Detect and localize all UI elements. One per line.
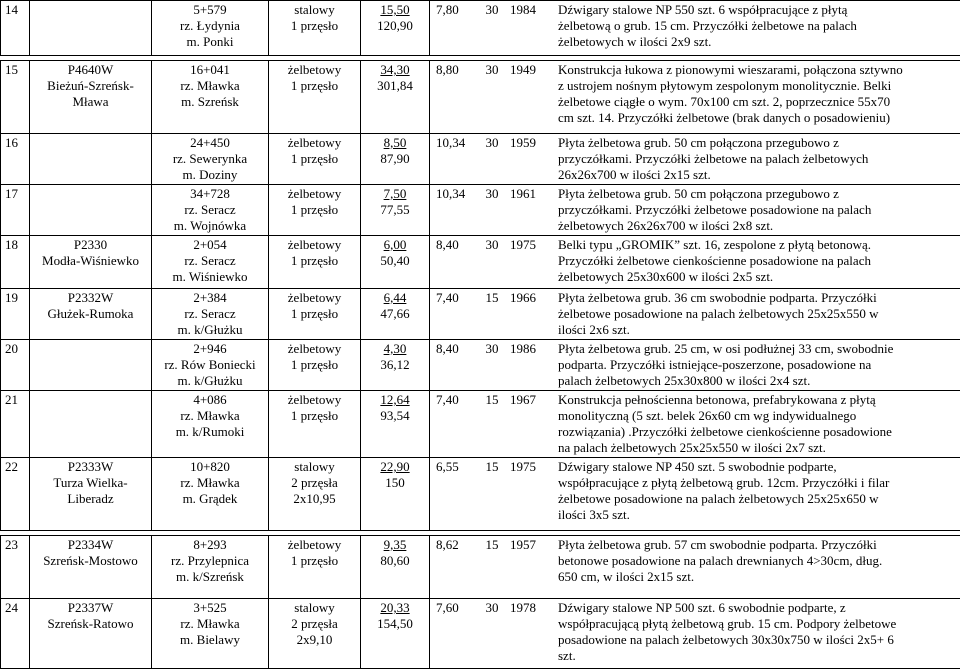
road-text: Szreńsk-Mostowo (33, 553, 148, 569)
total-length: 77,55 (364, 202, 426, 218)
description-text: rozwiązania) .Przyczółki żelbetowe cienkościenne posadowione (436, 424, 957, 440)
deck-width: 8,80 (436, 62, 474, 78)
deck-width: 7,40 (436, 290, 474, 306)
location-cell (152, 391, 269, 458)
location-text: rz. Mławka (155, 616, 265, 632)
description-text: podparta. Przyczółki istniejące-poszerzone, posadowione na (436, 357, 957, 373)
type-text: żelbetowy (272, 392, 357, 408)
description-text: współpracującą płytą żelbetową grub. 15 cm. Podpory żelbetowe (436, 616, 957, 632)
description-text: Płyta żelbetowa grub. 50 cm połączona przegubowo z (558, 186, 839, 201)
description-first-line (436, 237, 957, 253)
location-text: 24+450 (155, 135, 265, 151)
deck-width: 7,60 (436, 600, 474, 616)
location-cell (152, 61, 269, 134)
build-year: 1966 (510, 290, 558, 306)
location-cell (152, 134, 269, 185)
type-text: 1 przęsło (272, 151, 357, 167)
location-text: rz. Seracz (155, 253, 265, 269)
description-text: żelbetową o grub. 15 cm. Przyczółki żelbetowe na palach (436, 18, 957, 34)
deck-width: 8,40 (436, 341, 474, 357)
description-text: szt. (436, 648, 957, 664)
road-text: P2333W (33, 459, 148, 475)
location-text: rz. Seracz (155, 306, 265, 322)
description-cell (430, 340, 960, 391)
description-text: betonowe posadowione na palach drewnianych 4>30cm, dług. (436, 553, 957, 569)
type-text: stalowy (272, 600, 357, 616)
description-cell (430, 391, 960, 458)
span-length: 6,00 (364, 237, 426, 253)
load-class: 30 (474, 62, 510, 78)
span-length: 12,64 (364, 392, 426, 408)
road-cell (30, 61, 152, 134)
type-text: 2x10,95 (272, 491, 357, 507)
type-cell (269, 185, 361, 236)
row-number: 17 (1, 185, 30, 236)
location-text: rz. Przylepnica (155, 553, 265, 569)
description-cell (430, 236, 960, 289)
description-text: ilości 3x5 szt. (436, 507, 957, 523)
total-length: 47,66 (364, 306, 426, 322)
span-length: 6,44 (364, 290, 426, 306)
location-text: m. Grądek (155, 491, 265, 507)
location-text: rz. Mławka (155, 475, 265, 491)
load-class: 30 (474, 341, 510, 357)
length-cell (361, 599, 430, 669)
road-cell (30, 134, 152, 185)
total-length: 301,84 (364, 78, 426, 94)
location-text: 5+579 (155, 2, 265, 18)
table-row (1, 458, 960, 531)
description-first-line (436, 186, 957, 202)
length-cell (361, 340, 430, 391)
type-cell (269, 458, 361, 531)
total-length: 120,90 (364, 18, 426, 34)
location-cell (152, 536, 269, 599)
build-year: 1975 (510, 237, 558, 253)
deck-width: 8,40 (436, 237, 474, 253)
total-length: 50,40 (364, 253, 426, 269)
length-cell (361, 391, 430, 458)
total-length: 87,90 (364, 151, 426, 167)
row-number: 20 (1, 340, 30, 391)
description-text: monolityczną (5 szt. belek 26x60 cm wg indywidualnego (436, 408, 957, 424)
type-text: 1 przęsło (272, 553, 357, 569)
type-text: żelbetowy (272, 135, 357, 151)
deck-width: 8,62 (436, 537, 474, 553)
description-text: żelbetowe posadowione na palach żelbetowych 25x25x550 w (436, 306, 957, 322)
location-cell (152, 185, 269, 236)
build-year: 1961 (510, 186, 558, 202)
type-text: 1 przęsło (272, 18, 357, 34)
row-number: 19 (1, 289, 30, 340)
table-row (1, 289, 960, 340)
build-year: 1967 (510, 392, 558, 408)
location-cell (152, 599, 269, 669)
road-text: Turza Wielka- (33, 475, 148, 491)
description-text: przyczółkami. Przyczółki żelbetowe posadowione na palach (436, 202, 957, 218)
type-text: 1 przęsło (272, 253, 357, 269)
type-text: stalowy (272, 2, 357, 18)
location-cell (152, 236, 269, 289)
type-cell (269, 236, 361, 289)
deck-width: 7,80 (436, 2, 474, 18)
description-text: posadowione na palach żelbetowych 30x30x750 w ilości 2x5+ 6 (436, 632, 957, 648)
description-text: Dźwigary stalowe NP 450 szt. 5 swobodnie podparte, (558, 459, 837, 474)
location-text: m. Bielawy (155, 632, 265, 648)
load-class: 30 (474, 600, 510, 616)
type-cell (269, 340, 361, 391)
build-year: 1957 (510, 537, 558, 553)
location-text: 2+054 (155, 237, 265, 253)
location-text: rz. Mławka (155, 78, 265, 94)
deck-width: 10,34 (436, 186, 474, 202)
type-cell (269, 599, 361, 669)
description-text: Dźwigary stalowe NP 550 szt. 6 współpracujące z płytą (558, 2, 847, 17)
type-text: 1 przęsło (272, 408, 357, 424)
description-text: Konstrukcja łukowa z pionowymi wieszarami, połączona sztywno (558, 62, 903, 77)
description-cell (430, 599, 960, 669)
description-text: na palach żelbetowych 25x25x550 w ilości 2x7 szt. (436, 440, 957, 456)
span-length: 15,50 (364, 2, 426, 18)
description-text: Przyczółki żelbetowe cienkościenne posadowione na palach (436, 253, 957, 269)
description-text: 650 cm, w ilości 2x15 szt. (436, 569, 957, 585)
total-length: 93,54 (364, 408, 426, 424)
table-body (1, 1, 960, 669)
road-text: P2334W (33, 537, 148, 553)
table-row (1, 340, 960, 391)
location-text: m. Szreńsk (155, 94, 265, 110)
road-text: Głużek-Rumoka (33, 306, 148, 322)
load-class: 30 (474, 237, 510, 253)
row-number: 24 (1, 599, 30, 669)
type-cell (269, 61, 361, 134)
description-text: Płyta żelbetowa grub. 25 cm, w osi podłużnej 33 cm, swobodnie (558, 341, 893, 356)
description-first-line (436, 459, 957, 475)
type-text: żelbetowy (272, 237, 357, 253)
type-text: żelbetowy (272, 62, 357, 78)
load-class: 15 (474, 537, 510, 553)
location-cell (152, 1, 269, 56)
type-text: stalowy (272, 459, 357, 475)
table-row (1, 236, 960, 289)
description-first-line (436, 537, 957, 553)
build-year: 1986 (510, 341, 558, 357)
location-text: rz. Łydynia (155, 18, 265, 34)
description-first-line (436, 2, 957, 18)
road-cell (30, 536, 152, 599)
build-year: 1949 (510, 62, 558, 78)
location-text: 2+384 (155, 290, 265, 306)
length-cell (361, 536, 430, 599)
road-text: Mława (33, 94, 148, 110)
location-text: 8+293 (155, 537, 265, 553)
road-text: P2330 (33, 237, 148, 253)
description-text: Dźwigary stalowe NP 500 szt. 6 swobodnie podparte, z (558, 600, 846, 615)
span-length: 9,35 (364, 537, 426, 553)
description-text: 26x26x700 w ilości 2x15 szt. (436, 167, 957, 183)
road-cell (30, 289, 152, 340)
build-year: 1978 (510, 600, 558, 616)
length-cell (361, 134, 430, 185)
road-text: P2332W (33, 290, 148, 306)
length-cell (361, 289, 430, 340)
type-text: żelbetowy (272, 290, 357, 306)
road-text: Modła-Wiśniewko (33, 253, 148, 269)
load-class: 15 (474, 290, 510, 306)
length-cell (361, 61, 430, 134)
location-text: 3+525 (155, 600, 265, 616)
location-text: m. k/Głużku (155, 322, 265, 338)
road-text: Bieżuń-Szreńsk- (33, 78, 148, 94)
span-length: 7,50 (364, 186, 426, 202)
description-text: współpracujące z płytą żelbetową grub. 12cm. Przyczółki i filar (436, 475, 957, 491)
road-cell (30, 340, 152, 391)
description-text: Konstrukcja pełnościenna betonowa, prefabrykowana z płytą (558, 392, 876, 407)
type-cell (269, 134, 361, 185)
location-text: m. Wiśniewko (155, 269, 265, 285)
description-cell (430, 458, 960, 531)
load-class: 15 (474, 392, 510, 408)
description-text: żelbetowych 26x26x700 w ilości 2x8 szt. (436, 218, 957, 234)
length-cell (361, 458, 430, 531)
type-text: 2x9,10 (272, 632, 357, 648)
location-text: m. Wojnówka (155, 218, 265, 234)
location-text: 16+041 (155, 62, 265, 78)
type-text: 2 przęsła (272, 475, 357, 491)
location-text: 4+086 (155, 392, 265, 408)
location-text: 34+728 (155, 186, 265, 202)
span-length: 4,30 (364, 341, 426, 357)
road-cell (30, 599, 152, 669)
location-cell (152, 340, 269, 391)
location-text: rz. Seracz (155, 202, 265, 218)
table-row (1, 599, 960, 669)
road-text: Szreńsk-Ratowo (33, 616, 148, 632)
span-length: 20,33 (364, 600, 426, 616)
description-cell (430, 134, 960, 185)
location-text: m. k/Szreńsk (155, 569, 265, 585)
build-year: 1975 (510, 459, 558, 475)
location-text: m. k/Rumoki (155, 424, 265, 440)
description-text: ilości 2x6 szt. (436, 322, 957, 338)
length-cell (361, 185, 430, 236)
type-text: 1 przęsło (272, 202, 357, 218)
load-class: 15 (474, 459, 510, 475)
length-cell (361, 1, 430, 56)
load-class: 30 (474, 2, 510, 18)
location-text: m. k/Głużku (155, 373, 265, 389)
deck-width: 7,40 (436, 392, 474, 408)
type-text: żelbetowy (272, 341, 357, 357)
load-class: 30 (474, 135, 510, 151)
span-length: 8,50 (364, 135, 426, 151)
location-cell (152, 458, 269, 531)
description-text: Płyta żelbetowa grub. 57 cm swobodnie podparta. Przyczółki (558, 537, 877, 552)
description-cell (430, 185, 960, 236)
table-row (1, 134, 960, 185)
span-length: 22,90 (364, 459, 426, 475)
description-text: żelbetowe ciągłe o wym. 70x100 cm szt. 2, poprzecznice 55x70 (436, 94, 957, 110)
type-cell (269, 536, 361, 599)
table-row (1, 185, 960, 236)
type-text: żelbetowy (272, 537, 357, 553)
type-text: 2 przęsła (272, 616, 357, 632)
description-cell (430, 61, 960, 134)
type-text: żelbetowy (272, 186, 357, 202)
description-first-line (436, 341, 957, 357)
description-first-line (436, 135, 957, 151)
row-number: 16 (1, 134, 30, 185)
description-first-line (436, 600, 957, 616)
road-text: P4640W (33, 62, 148, 78)
table-row (1, 391, 960, 458)
description-text: żelbetowe posadowione na palach żelbetowych 25x25x650 w (436, 491, 957, 507)
deck-width: 10,34 (436, 135, 474, 151)
description-first-line (436, 392, 957, 408)
description-text: żelbetowych 25x30x600 w ilości 2x5 szt. (436, 269, 957, 285)
description-text: z ustrojem nośnym płytowym zespolonym monolitycznie. Belki (436, 78, 957, 94)
road-cell (30, 391, 152, 458)
table-row (1, 536, 960, 599)
road-cell (30, 236, 152, 289)
deck-width: 6,55 (436, 459, 474, 475)
row-number: 22 (1, 458, 30, 531)
location-text: 10+820 (155, 459, 265, 475)
description-first-line (436, 62, 957, 78)
build-year: 1984 (510, 2, 558, 18)
road-cell (30, 185, 152, 236)
description-text: Belki typu „GROMIK” szt. 16, zespolone z płytą betonową. (558, 237, 871, 252)
road-text: Liberadz (33, 491, 148, 507)
type-text: 1 przęsło (272, 357, 357, 373)
road-text: P2337W (33, 600, 148, 616)
row-number: 14 (1, 1, 30, 56)
type-cell (269, 391, 361, 458)
road-cell (30, 458, 152, 531)
row-number: 15 (1, 61, 30, 134)
type-text: 1 przęsło (272, 78, 357, 94)
description-text: żelbetowych w ilości 2x9 szt. (436, 34, 957, 50)
location-text: m. Ponki (155, 34, 265, 50)
location-cell (152, 289, 269, 340)
description-text: palach żelbetowych 25x30x800 w ilości 2x4 szt. (436, 373, 957, 389)
location-text: rz. Rów Boniecki (155, 357, 265, 373)
total-length: 80,60 (364, 553, 426, 569)
row-number: 21 (1, 391, 30, 458)
description-first-line (436, 290, 957, 306)
description-cell (430, 289, 960, 340)
description-text: Płyta żelbetowa grub. 50 cm połączona przegubowo z (558, 135, 839, 150)
load-class: 30 (474, 186, 510, 202)
description-text: Płyta żelbetowa grub. 36 cm swobodnie podparta. Przyczółki (558, 290, 877, 305)
location-text: m. Doziny (155, 167, 265, 183)
location-text: rz. Sewerynka (155, 151, 265, 167)
row-number: 23 (1, 536, 30, 599)
length-cell (361, 236, 430, 289)
type-cell (269, 289, 361, 340)
total-length: 154,50 (364, 616, 426, 632)
location-text: rz. Mławka (155, 408, 265, 424)
total-length: 150 (364, 475, 426, 491)
span-length: 34,30 (364, 62, 426, 78)
location-text: 2+946 (155, 341, 265, 357)
type-cell (269, 1, 361, 56)
description-cell (430, 536, 960, 599)
road-cell (30, 1, 152, 56)
build-year: 1959 (510, 135, 558, 151)
row-number: 18 (1, 236, 30, 289)
description-text: cm szt. 14. Przyczółki żelbetowe (brak danych o posadowieniu) (436, 110, 957, 126)
total-length: 36,12 (364, 357, 426, 373)
table-row (1, 61, 960, 134)
description-text: przyczółkami. Przyczółki żelbetowe na palach żelbetowych (436, 151, 957, 167)
table-row (1, 1, 960, 56)
description-cell (430, 1, 960, 56)
type-text: 1 przęsło (272, 306, 357, 322)
